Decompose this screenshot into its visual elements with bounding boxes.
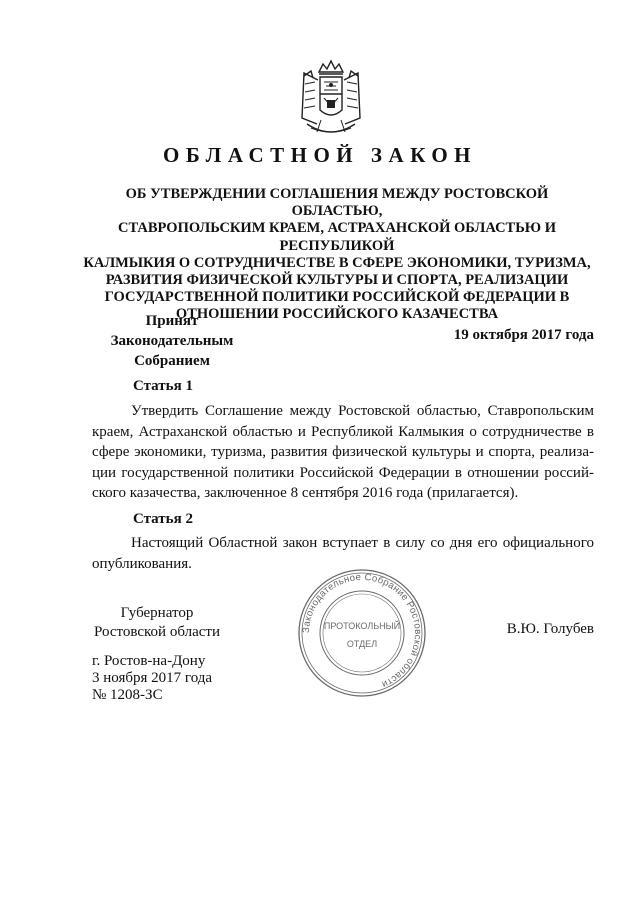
stamp-center-line: ПРОТОКОЛЬНЫЙ — [323, 621, 401, 631]
law-subject — [82, 186, 592, 324]
law-title: ОБЛАСТНОЙ ЗАКОН — [162, 143, 477, 167]
signer-name: В.Ю. Голубев — [506, 621, 594, 637]
adoption-date: 19 октября 2017 года — [453, 327, 594, 343]
subject-line: ГОСУДАРСТВЕННОЙ ПОЛИТИКИ РОССИЙСКОЙ ФЕДЕРАЦИИ В — [104, 289, 570, 306]
subject-line: ОТНОШЕНИИ РОССИЙСКОГО КАЗАЧЕСТВА — [175, 306, 499, 323]
signer-title — [92, 604, 222, 642]
adoption-label-line: Законодательным Собранием — [110, 333, 234, 369]
article-line: ции государственной политики Российской Федерации в отношении россий- — [92, 464, 594, 481]
subject-line: СТАВРОПОЛЬСКИМ КРАЕМ, АСТРАХАНСКОЙ ОБЛАСТЬЮ И РЕСПУБЛИКОЙ — [117, 220, 557, 254]
article-line: Утвердить Соглашение между Ростовской областью, Ставропольским — [131, 403, 594, 419]
official-stamp — [296, 567, 428, 699]
article-line: краем, Астраханской областью и Республикой Калмыкия о сотрудничестве в — [92, 423, 594, 440]
law-number: № 1208-ЗС — [92, 687, 163, 703]
adoption-label — [92, 311, 252, 371]
signer-title-line: Ростовской области — [94, 624, 220, 640]
article-line: опубликования. — [92, 555, 192, 572]
place-city: г. Ростов-на-Дону — [92, 653, 206, 669]
adoption-label-line: Принят — [145, 313, 199, 329]
article-1-text — [92, 401, 594, 504]
subject-line: ОБ УТВЕРЖДЕНИИ СОГЛАШЕНИЯ МЕЖДУ РОСТОВСКОЙ ОБЛАСТЬЮ, — [125, 186, 549, 220]
place-date: 3 ноября 2017 года — [92, 670, 213, 686]
article-line: Настоящий Областной закон вступает в силу со дня его официального — [131, 535, 594, 551]
coat-of-arms-icon — [291, 58, 371, 140]
article-2-heading: Статья 2 — [133, 511, 193, 527]
article-1-heading: Статья 1 — [133, 378, 193, 394]
stamp-center-line: ОТДЕЛ — [346, 639, 378, 649]
subject-line: КАЛМЫКИЯ О СОТРУДНИЧЕСТВЕ В СФЕРЕ ЭКОНОМИКИ, ТУРИЗМА, — [83, 254, 591, 271]
subject-line: РАЗВИТИЯ ФИЗИЧЕСКОЙ КУЛЬТУРЫ И СПОРТА, РЕАЛИЗАЦИИ — [105, 272, 569, 289]
stamp-ring-text: Законодательное Собрание Ростовской области — [300, 571, 424, 690]
signer-title-line: Губернатор — [120, 605, 194, 621]
article-line: сфере экономики, туризма, развития физической культуры и спорта, реализа- — [92, 444, 594, 461]
article-line: ского казачества, заключенное 8 сентября 2016 года (прилагается). — [92, 485, 519, 502]
place-date-number — [92, 653, 212, 704]
